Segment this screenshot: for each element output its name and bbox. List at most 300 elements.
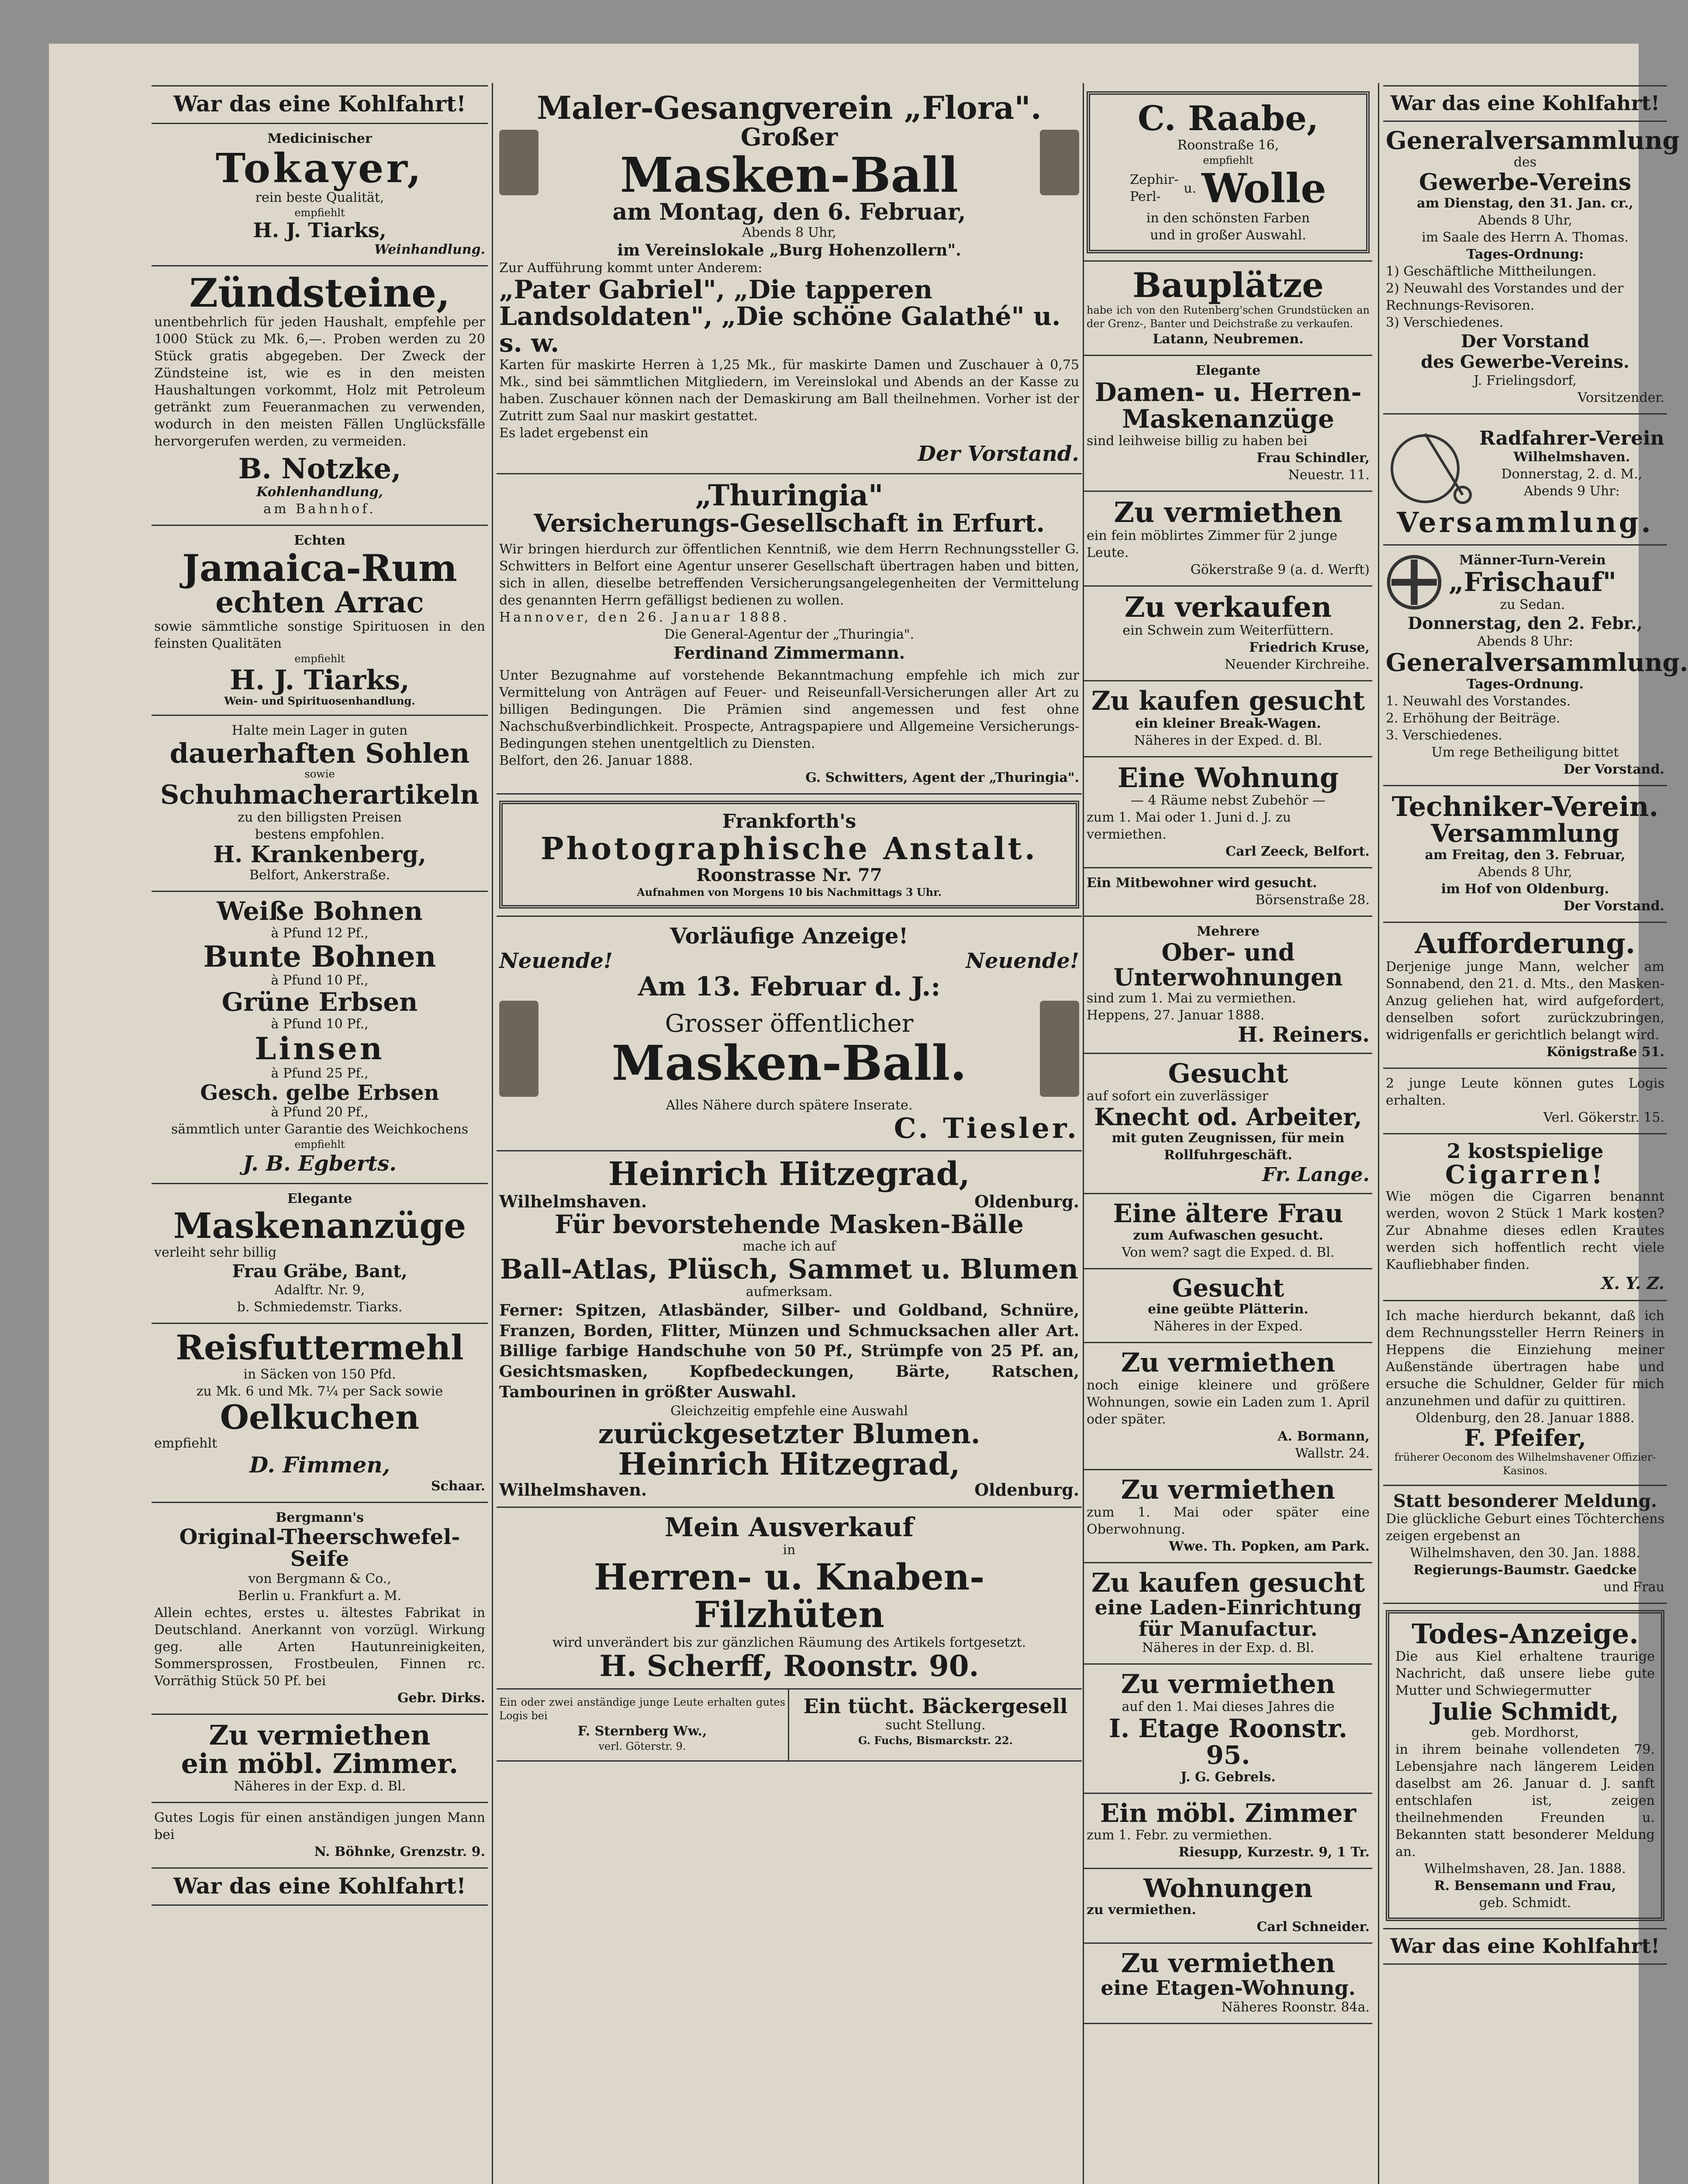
c3-verk-name: Friedrich Kruse,	[1249, 640, 1370, 656]
c1-bohnen-p3: à Pfund 10 Pf.,	[271, 1016, 369, 1032]
ad-etage-roonstr	[1084, 1665, 1372, 1794]
c4-cig-title: Cigarren!	[1445, 1160, 1605, 1190]
c3-wohn-l1: — 4 Räume nebst Zubehör —	[1130, 793, 1326, 809]
c3-bau-name: Latann, Neubremen.	[1153, 331, 1304, 347]
ad-radfahrer-verein	[1383, 415, 1667, 546]
c4-rad-title2: Versammlung.	[1397, 506, 1653, 539]
c1-tokayer-name: H. J. Tiarks,	[253, 218, 387, 242]
c3-verm4-name: J. G. Gebrels.	[1181, 1769, 1276, 1785]
c1-bohnen-t4: Linsen	[255, 1030, 385, 1067]
c1-seife-pre: Bergmann's	[275, 1510, 364, 1525]
c1-zuend-name: B. Notzke,	[238, 453, 401, 486]
c1-bohnen-t2: Bunte Bohnen	[203, 939, 436, 974]
c1-seife-title: Original-Theerschwefel-Seife	[179, 1524, 460, 1572]
c1-zuend-sub: Kohlenhandlung,	[256, 484, 383, 500]
ad-scherff-ausverkauf	[497, 1508, 1082, 1689]
c1-zuend-sub2: am Bahnhof.	[263, 501, 376, 517]
c3-kauf2-title: Zu kaufen gesucht	[1091, 1568, 1365, 1599]
c3-knecht-title2: Knecht od. Arbeiter,	[1094, 1102, 1362, 1131]
c4-rad-title: Radfahrer-Verein	[1479, 427, 1664, 450]
c4-tod-date: Wilhelmshaven, 28. Jan. 1888.	[1424, 1861, 1626, 1876]
c4-gewerbe-items-0: 1) Geschäftliche Mittheilungen.	[1386, 263, 1597, 279]
c1-reis-sub: Schaar.	[431, 1478, 485, 1494]
c4-tod-sub: geb. Mordhorst,	[1471, 1724, 1579, 1740]
c1-masken-pre: Elegante	[287, 1191, 352, 1207]
c3-unter-name: H. Reiners.	[1238, 1022, 1370, 1047]
ad-zimmer	[152, 1715, 488, 1803]
c4-turn-l1: Tages-Ordnung.	[1466, 676, 1584, 692]
c3-verm2-text: noch einige kleinere und größere Wohnungen, sowie ein Laden zum 1. April oder später.	[1087, 1378, 1370, 1427]
c1-sohlen-l3: zu den billigsten Preisen	[238, 809, 402, 825]
c4-turn-title: „Frischauf"	[1449, 567, 1616, 598]
ad-cigarren	[1383, 1134, 1667, 1301]
c2-photo-l2: Roonstrasse Nr. 77	[696, 864, 882, 885]
ad-kohlfahrt-top	[152, 85, 488, 124]
ad-raabe-wolle	[1084, 85, 1372, 262]
c4-pfeif-text: Ich mache hierdurch bekannt, daß ich dem Rechnungssteller Herrn Reiners in Heppens die Einziehung meiner Außenstände übertragen habe und ersuche die Schuldner, Gelder für mich anzunehmen und dafür zu quittiren.	[1386, 1308, 1664, 1409]
ad-logis-right	[1383, 1069, 1667, 1134]
c2-bottom_left-text: Ein oder zwei anständige junge Leute erhalten gutes Logis bei	[499, 1696, 785, 1722]
turnverein-emblem-icon	[1386, 554, 1443, 611]
c3-anzug-text: sind leihweise billig zu haben bei	[1087, 433, 1308, 449]
ad-vermiethen-popken	[1084, 1470, 1372, 1563]
c3-verm1-text: ein fein möblirtes Zimmer für 2 junge Leute.	[1087, 528, 1338, 560]
c2-hitz-name: Heinrich Hitzegrad,	[618, 1445, 960, 1482]
c3-verm1-addr: Gökerstraße 9 (a. d. Werft)	[1190, 562, 1370, 577]
c2-flora-title2: Masken-Ball	[620, 147, 959, 204]
c4-turn-pre: Männer-Turn-Verein	[1459, 552, 1606, 568]
ad-kohlfahrt-bottom-right	[1383, 1929, 1667, 1965]
c3-raabe-w4: Wolle	[1201, 165, 1326, 212]
c1-rum-title2: echten Arrac	[215, 585, 424, 620]
c2-thur-date: Hannover, den 26. Januar 1888.	[499, 610, 790, 625]
c3-anzug-sub: Neuestr. 11.	[1288, 467, 1370, 483]
c3-verm3-text: zum 1. Mai oder später eine Oberwohnung.	[1087, 1505, 1370, 1538]
ad-theerschwefel-seife	[152, 1503, 488, 1715]
c3-plaett-l1: Näheres in der Exped.	[1153, 1319, 1303, 1334]
c4-gewerbe-l1: Tages-Ordnung:	[1466, 246, 1584, 262]
ad-hitzegrad	[497, 1151, 1082, 1508]
c3-raabe-w2: u.	[1184, 180, 1197, 196]
ad-aeltere-frau	[1084, 1194, 1372, 1269]
c4-geburt-title: Statt besonderer Meldung.	[1393, 1490, 1657, 1511]
c4-tech-title: Techniker-Verein.	[1391, 790, 1659, 822]
c3-kauf1-l1: Näheres in der Exped. d. Bl.	[1134, 733, 1322, 749]
c2-flora-time: Abends 8 Uhr,	[742, 225, 836, 241]
c4-tech-title2: Versammlung	[1431, 819, 1619, 848]
c3-wohn-text: zum 1. Mai oder 1. Juni d. J. zu vermiethen.	[1087, 810, 1291, 843]
c2-tiesler-name: C. Tiesler.	[894, 1112, 1079, 1145]
c2-bottom_left-sub: verl. Göterstr. 9.	[598, 1740, 686, 1753]
c4-tod-sig2: geb. Schmidt.	[1479, 1895, 1571, 1911]
c3-unter-text: sind zum 1. Mai zu vermiethen.	[1087, 990, 1296, 1006]
c1-logis-text: Gutes Logis für einen anständigen jungen Mann bei	[154, 1810, 485, 1842]
c4-cig-text: Wie mögen die Cigarren benannt werden, wovon 2 Stück 1 Mark kosten? Zur Abnahme dieses edlen Krautes werden sich hoffentlich recht viele Kaufliebhaber finden.	[1386, 1189, 1664, 1272]
ad-bohnen	[152, 892, 488, 1184]
c1-masken-name: Frau Gräbe, Bant,	[232, 1261, 407, 1282]
c4-gewerbe-name: J. Frielingsdorf,	[1474, 373, 1577, 388]
c4-gewerbe-items-2: 3) Verschiedenes.	[1386, 314, 1504, 330]
c1-zimmer-l1: Näheres in der Exp. d. Bl.	[233, 1778, 406, 1794]
c1-zimmer-t1: Zu vermiethen	[209, 1719, 431, 1751]
c3-verm4-title: Zu vermiethen	[1121, 1669, 1336, 1700]
c2-thur-text2: Unter Bezugnahme auf vorstehende Bekanntmachung empfehle ich mich zur Vermittelung von Anträgen auf Feuer- und Reiseunfall-Versicherungen aller Art zu billigen Bedingungen. Die Prämien sind angemessen und fest ohne Nachschußverbindlichkeit. Prospecte, Antragspapiere und Allgemeine Versicherungs-Bedingungen stehen unentgeltlich zu Diensten.	[499, 668, 1079, 752]
c3-raabe-w3: Perl-	[1130, 189, 1161, 205]
c3-verm5-text: eine Etagen-Wohnung.	[1101, 1976, 1356, 2000]
c2-tiesler-pre: Vorläufige Anzeige!	[670, 923, 908, 949]
ad-wohnung-zeeck	[1084, 757, 1372, 868]
c4-gewerbe-sub2: Vorsitzender.	[1578, 390, 1664, 405]
c2-bottom_right-name: G. Fuchs, Bismarckstr. 22.	[858, 1734, 1013, 1747]
c2-flora-place: im Vereinslokale „Burg Hohenzollern".	[617, 241, 961, 260]
c3-frau-text: zum Aufwaschen gesucht.	[1133, 1227, 1323, 1243]
c3-zimmer-text: zum 1. Febr. zu vermiethen.	[1087, 1827, 1273, 1843]
c4-turn-date: Donnerstag, den 2. Febr.,	[1408, 613, 1643, 633]
ad-break-wagen	[1084, 681, 1372, 757]
c3-anzug-title: Damen- u. Herren-Maskenanzüge	[1094, 377, 1362, 434]
c1-tokayer-l2: empfiehlt	[294, 207, 345, 219]
c1-rum-sub: Wein- und Spirituosenhandlung.	[224, 695, 415, 708]
c3-verm3-name: Wwe. Th. Popken, am Park.	[1169, 1539, 1370, 1555]
c2-flora-plays: „Pater Gabriel", „Die tapperen Landsoldaten", „Die schöne Galathé" u. s. w.	[499, 275, 1061, 358]
ad-thuringia	[497, 474, 1082, 795]
c1-sohlen-sub: Belfort, Ankerstraße.	[249, 867, 390, 883]
c3-raabe-l1: Roonstraße 16,	[1177, 137, 1279, 153]
column-3	[1084, 85, 1372, 2184]
dancing-jester-illustration	[499, 1001, 539, 1097]
c1-logis-name: N. Böhnke, Grenzstr. 9.	[314, 1844, 485, 1859]
c3-wohnungen-name: Carl Schneider.	[1257, 1919, 1370, 1935]
c3-verm5-addr: Näheres Roonstr. 84a.	[1221, 1999, 1370, 2015]
ad-jamaica-rum	[152, 526, 488, 716]
c1-reis-title2: Oelkuchen	[220, 1398, 420, 1437]
c2-thur-sub: Versicherungs-Gesellschaft in Erfurt.	[533, 509, 1045, 538]
c4-turn-sig: Der Vorstand.	[1563, 761, 1664, 777]
c4-logis-text: 2 junge Leute können gutes Logis erhalten.	[1386, 1075, 1664, 1108]
c2-thur-title: „Thuringia"	[695, 478, 884, 513]
c1-bohnen-l1: sämmtlich unter Garantie des Weichkochens	[171, 1122, 469, 1137]
c2-hitz-title2: Ball-Atlas, Plüsch, Sammet u. Blumen	[500, 1253, 1079, 1285]
c2-thur-sig: G. Schwitters, Agent der „Thuringia".	[805, 770, 1079, 786]
c1-seife-l1: von Bergmann & Co.,	[248, 1571, 391, 1586]
ad-photographische-anstalt	[497, 795, 1082, 917]
c1-masken-l1: verleiht sehr billig	[154, 1245, 277, 1261]
c1-bohnen-p1: à Pfund 12 Pf.,	[271, 925, 369, 941]
ad-bauplaetze	[1084, 262, 1372, 356]
ad-gewerbe-verein	[1383, 122, 1680, 414]
c3-raabe-l2: empfiehlt	[1203, 154, 1253, 166]
c3-knecht-title: Gesucht	[1168, 1058, 1288, 1089]
c4-tech-time: Abends 8 Uhr,	[1478, 864, 1572, 880]
c1-bohnen-p2: à Pfund 10 Pf.,	[271, 973, 369, 988]
c1-zuend-title: Zündsteine,	[189, 270, 450, 316]
c4-tod-sig: R. Bensemann und Frau,	[1434, 1878, 1616, 1894]
c4-pfeif-date: Oldenburg, den 28. Januar 1888.	[1415, 1410, 1635, 1426]
c4-kohl_bot: War das eine Kohlfahrt!	[1390, 1934, 1660, 1958]
c3-frau-title: Eine ältere Frau	[1113, 1198, 1343, 1228]
c1-rum-text: sowie sämmtliche sonstige Spirituosen in den feinsten Qualitäten	[154, 619, 485, 651]
c4-auff-addr: Königstraße 51.	[1546, 1044, 1664, 1060]
c4-turn-l2: Um rege Betheiligung bittet	[1431, 744, 1619, 760]
c1-reis-name: D. Fimmen,	[249, 1451, 390, 1478]
c1-rum-name: H. J. Tiarks,	[230, 663, 410, 696]
c3-anzug-pre: Elegante	[1195, 363, 1261, 378]
ad-tiesler-maskenball	[497, 917, 1082, 1151]
c4-gewerbe-sig2: des Gewerbe-Vereins.	[1421, 351, 1629, 372]
c3-bau-title: Bauplätze	[1132, 265, 1324, 305]
c2-scherff-name: H. Scherff, Roonstr. 90.	[599, 1648, 979, 1683]
c4-rad-place: Wilhelmshaven.	[1513, 449, 1630, 465]
c2-flora-title: Maler-Gesangverein „Flora".	[537, 89, 1042, 126]
c3-wohn-title: Eine Wohnung	[1117, 762, 1339, 794]
c4-geburt-text: Die glückliche Geburt eines Töchterchens zeigen ergebenst an	[1386, 1511, 1664, 1544]
c4-geburt-sub: und Frau	[1603, 1579, 1664, 1595]
c4-auff-text: Derjenige junge Mann, welcher am Sonnabend, den 21. d. Mts., den Masken-Anzug geliehen hat, wird aufgefordert, denselben sofort zurückzubringen, widrigenfalls er gerichtlich belangt wird.	[1386, 959, 1664, 1043]
c2-hitz-text: Ferner: Spitzen, Atlasbänder, Silber- und Goldband, Schnüre, Franzen, Borden, Flitter, Münzen und Schmucksachen aller Art. Billige farbige Handschuhe von 50 Pf., Strümpfe von 25 Pf. an, Gesichtsmasken, Kopfbedeckungen, Bärte, Ratschen, Tambourinen in größter Auswahl.	[499, 1301, 1079, 1401]
ad-maskenanzuege	[152, 1184, 488, 1324]
c4-gewerbe-time: Abends 8 Uhr,	[1478, 212, 1572, 228]
ad-techniker-verein	[1383, 786, 1667, 923]
c3-wohn-name: Carl Zeeck, Belfort.	[1225, 844, 1370, 860]
c3-knecht-text: auf sofort ein zuverlässiger	[1087, 1088, 1268, 1104]
c3-kauf1-text: ein kleiner Break-Wagen.	[1135, 716, 1321, 732]
c1-seife-l2: Berlin u. Frankfurt a. M.	[238, 1588, 402, 1603]
c2-flora-l2: Es ladet ergebenst ein	[499, 425, 649, 441]
c3-verm5-title: Zu vermiethen	[1121, 1948, 1336, 1979]
c4-cig-sig: X. Y. Z.	[1601, 1273, 1664, 1293]
c2-photo-l3: Aufnahmen von Morgens 10 bis Nachmittags 3 Uhr.	[637, 885, 942, 898]
ad-todes-anzeige	[1383, 1604, 1667, 1929]
c4-gewerbe-place: im Saale des Herrn A. Thomas.	[1422, 229, 1629, 245]
c1-kohl_bot: War das eine Kohlfahrt!	[173, 1873, 466, 1899]
c3-bau-text: habe ich von den Rutenberg'schen Grundstücken an der Grenz-, Banter und Deichstraße zu verkaufen.	[1087, 304, 1370, 330]
c2-tiesler-l1: Grosser öffentlicher	[665, 1009, 914, 1038]
ad-sternberg-logis	[497, 1690, 789, 1762]
ad-zuendsteine	[152, 266, 488, 526]
c3-unter-pre: Mehrere	[1197, 924, 1260, 940]
c4-pfeif-sub: früherer Oeconom des Wilhelmshavener Offizier-Kasinos.	[1394, 1451, 1656, 1477]
c2-thur-name: Ferdinand Zimmermann.	[673, 643, 905, 663]
c1-bohnen-l2: empfiehlt	[294, 1138, 345, 1151]
c2-tiesler-date: Am 13. Februar d. J.:	[638, 971, 941, 1002]
c3-raabe-l4: und in großer Auswahl.	[1150, 227, 1306, 243]
c4-turn-time: Abends 8 Uhr:	[1477, 633, 1573, 649]
c2-scherff-title: Mein Ausverkauf	[664, 1512, 914, 1543]
c4-gewerbe-title: Generalversammlung	[1386, 126, 1680, 156]
c2-hitz-l4: Gleichzeitig empfehle eine Auswahl	[670, 1403, 908, 1419]
ad-geburt	[1383, 1486, 1667, 1604]
c2-bottom_right-title: Ein tücht. Bäckergesell	[803, 1694, 1068, 1718]
ad-flora-maskenball	[497, 85, 1082, 474]
c4-logis-addr: Verl. Gökerstr. 15.	[1543, 1109, 1664, 1125]
c4-gewerbe-title2: Gewerbe-Vereins	[1419, 169, 1631, 196]
c3-verm4-text: auf den 1. Mai dieses Jahres die	[1122, 1699, 1335, 1714]
c3-zimmer-name: Riesupp, Kurzestr. 9, 1 Tr.	[1178, 1844, 1370, 1860]
c1-reis-l1: in Säcken von 150 Pfd.	[243, 1367, 396, 1382]
ad-baeckergesell	[789, 1690, 1082, 1762]
c2-thur-l1: Die General-Agentur der „Thuringia".	[664, 627, 915, 643]
c1-sohlen-l2: sowie	[304, 768, 335, 781]
c4-tod-name: Julie Schmidt,	[1431, 1697, 1619, 1725]
c4-cig-pre: 2 kostspielige	[1446, 1139, 1604, 1163]
ad-vermiethen-bormann	[1084, 1343, 1372, 1470]
c2-thur-date2: Belfort, den 26. Januar 1888.	[499, 753, 693, 769]
ad-moebl-zimmer	[1084, 1794, 1372, 1869]
c3-verk-sub: Neuender Kirchreihe.	[1224, 657, 1370, 673]
c2-hitz-l2: mache ich auf	[742, 1238, 836, 1254]
c3-verm3-title: Zu vermiethen	[1121, 1475, 1336, 1506]
c3-plaett-text: eine geübte Plätterin.	[1148, 1302, 1308, 1317]
c4-turn-place: zu Sedan.	[1500, 597, 1565, 612]
c2-flora-text: Karten für maskirte Herren à 1,25 Mk., für maskirte Damen und Zuschauer à 0,75 Mk., sind bei sämmtlichen Mitgliedern, im Vereinslokal und Abends an der Kasse zu haben. Zuschauer können nach der Demaskirung am Ball theilnehmen. Vorher ist der Zutritt zum Saal nur maskirt gestattet.	[499, 357, 1079, 424]
c1-rum-title: Jamaica-Rum	[182, 546, 457, 590]
c2-hitz-title: Heinrich Hitzegrad,	[608, 1155, 970, 1193]
c1-bohnen-t1: Weiße Bohnen	[217, 896, 423, 926]
c1-tokayer-pre: Medicinischer	[267, 131, 372, 146]
c1-tokayer-sub: Weinhandlung.	[374, 242, 485, 257]
c2-hitz-l3: aufmerksam.	[746, 1284, 833, 1299]
c4-gewerbe-sub: des	[1513, 155, 1537, 170]
ad-aufforderung	[1383, 923, 1667, 1069]
c3-frau-l1: Von wem? sagt die Exped. d. Bl.	[1122, 1244, 1335, 1260]
column-2	[497, 85, 1082, 2184]
c3-unter-date: Heppens, 27. Januar 1888.	[1087, 1007, 1265, 1023]
ad-wohnungen-schneider	[1084, 1869, 1372, 1944]
column-1	[152, 85, 488, 2184]
c4-auff-title: Aufforderung.	[1415, 927, 1636, 960]
ad-mitbewohner	[1084, 868, 1372, 917]
c3-verm2-sub: Wallstr. 24.	[1295, 1446, 1370, 1462]
c1-sohlen-l4: bestens empfohlen.	[255, 826, 385, 842]
c1-kohl_top: War das eine Kohlfahrt!	[173, 91, 466, 117]
c4-tech-sig: Der Vorstand.	[1563, 898, 1664, 914]
c2-thur-text: Wir bringen hierdurch zur öffentlichen Kenntniß, wie dem Herrn Rechnungssteller G. Schwitters in Belfort eine Agentur unserer Gesellschaft übertragen haben und bitten, sich in allen, dieselbe betreffenden Versicherungsangelegenheiten der Vermittelung des genannten Herrn gefälligst bedienen zu wollen.	[499, 542, 1079, 608]
c1-sohlen-name: H. Krankenberg,	[213, 841, 426, 868]
c3-verm4-title2: I. Etage Roonstr. 95.	[1108, 1713, 1348, 1770]
c2-photo-l1: Frankforth's	[722, 810, 856, 833]
c3-unter-title: Ober- und Unterwohnungen	[1113, 938, 1343, 991]
ad-reisfuttermehl	[152, 1324, 488, 1503]
c4-tech-place: im Hof von Oldenburg.	[1441, 881, 1609, 897]
c3-kauf1-title: Zu kaufen gesucht	[1091, 686, 1365, 717]
c2-hitz-left2: Wilhelmshaven.	[499, 1480, 647, 1500]
c1-tokayer-l1: rein beste Qualität,	[255, 190, 384, 206]
c1-bohnen-p5: à Pfund 20 Pf.,	[271, 1105, 369, 1120]
c3-raabe-l3: in den schönsten Farben	[1146, 210, 1310, 226]
c2-hitz-title3: zurückgesetzter Blumen.	[598, 1417, 980, 1450]
c3-knecht-name: Fr. Lange.	[1262, 1163, 1370, 1186]
ad-wohnungen-reiners	[1084, 917, 1372, 1054]
c1-seife-text: Allein echtes, erstes u. ältestes Fabrikat in Deutschland. Anerkannt von vorzügl. Wirkung geg. alle Arten Hautunreinigkeiten, Sommersprossen, Frostbeulen, Finnen rc. Vorräthig Stück 50 Pf. bei	[154, 1605, 485, 1689]
c4-turn-title2: Generalversammlung.	[1386, 648, 1688, 677]
c1-bohnen-t5: Gesch. gelbe Erbsen	[200, 1080, 439, 1105]
c3-anzug-name: Frau Schindler,	[1257, 450, 1370, 466]
c1-reis-l3: empfiehlt	[154, 1435, 217, 1451]
c4-pfeif-name: F. Pfeifer,	[1464, 1424, 1586, 1451]
c4-turn-items-1: 2. Erhöhung der Beiträge.	[1386, 710, 1560, 726]
ad-maskenanzuege-schindler	[1084, 356, 1372, 492]
c3-mitb-text: Ein Mitbewohner wird gesucht.	[1087, 875, 1317, 891]
costumed-figure-illustration	[1040, 1001, 1079, 1097]
c3-verm1-title: Zu vermiethen	[1114, 496, 1343, 529]
c2-bottom_left-name: F. Sternberg Ww.,	[577, 1724, 707, 1739]
ad-kohlfahrt-bottom	[152, 1869, 488, 1906]
c3-wohnungen-title: Wohnungen	[1143, 1873, 1313, 1903]
c1-reis-l2: zu Mk. 6 und Mk. 7¼ per Sack sowie	[196, 1384, 443, 1400]
c4-gewerbe-sig: Der Vorstand	[1460, 331, 1590, 352]
c1-sohlen-title: dauerhaften Sohlen	[169, 737, 470, 770]
c2-photo-title: Photographische Anstalt.	[540, 830, 1038, 867]
c1-sohlen-title2: Schuhmacherartikeln	[160, 779, 480, 810]
c4-rad-l1: Donnerstag, 2. d. M.,	[1501, 467, 1643, 482]
ad-laden-einrichtung	[1084, 1563, 1372, 1665]
bottom-row-ads	[497, 1690, 1082, 1762]
c1-sohlen-l1: Halte mein Lager in guten	[231, 723, 408, 739]
c3-verm2-name: A. Bormann,	[1277, 1429, 1370, 1444]
ad-etagen-wohnung	[1084, 1944, 1372, 2024]
bicycle-icon	[1386, 421, 1473, 508]
ad-plaetterin	[1084, 1269, 1372, 1344]
c2-hitz-right: Oldenburg.	[974, 1191, 1079, 1211]
c1-bohnen-p4: à Pfund 25 Pf.,	[271, 1065, 369, 1081]
masked-figure-illustration-right	[1040, 130, 1079, 195]
c2-scherff-title2: Herren- u. Knaben-Filzhüten	[594, 1556, 985, 1636]
c2-scherff-l1: in	[783, 1542, 796, 1558]
c1-masken-title: Maskenanzüge	[173, 1205, 466, 1247]
c4-gewerbe-date: am Dienstag, den 31. Jan. cr.,	[1417, 195, 1633, 211]
c3-knecht-text2: mit guten Zeugnissen, für mein Rollfuhrgeschäft.	[1112, 1130, 1345, 1163]
c4-geburt-date: Wilhelmshaven, den 30. Jan. 1888.	[1410, 1545, 1640, 1561]
c3-raabe-w1: Zephir-	[1130, 172, 1179, 188]
ad-sohlen	[152, 716, 488, 892]
c2-scherff-l2: wird unverändert bis zur gänzlichen Räumung des Artikels fortgesetzt.	[552, 1635, 1026, 1650]
c3-kauf2-text: eine Laden-Einrichtung für Manufactur.	[1094, 1596, 1362, 1641]
ad-knecht-gesucht	[1084, 1054, 1372, 1194]
ad-pfeifer	[1383, 1301, 1667, 1486]
c4-rad-l2: Abends 9 Uhr:	[1523, 484, 1620, 499]
c4-gewerbe-items-1: 2) Neuwahl des Vorstandes und der Rechnungs-Revisoren.	[1386, 280, 1624, 313]
c4-geburt-name: Regierungs-Baumstr. Gaedcke	[1413, 1562, 1637, 1578]
c2-flora-pre: Großer	[740, 122, 838, 152]
c1-masken-l3: b. Schmiedemstr. Tiarks.	[237, 1299, 403, 1315]
ad-vermiethen-zimmer	[1084, 492, 1372, 587]
c1-tokayer-title: Tokayer,	[215, 144, 424, 192]
c3-kauf2-l1: Näheres in der Exp. d. Bl.	[1142, 1640, 1315, 1655]
c1-zimmer-t2: ein möbl. Zimmer.	[181, 1747, 459, 1780]
c2-flora-l1: Zur Aufführung kommt unter Anderem:	[499, 260, 763, 276]
c2-hitz-l1: Für bevorstehende Masken-Bälle	[554, 1209, 1024, 1239]
c3-mitb-addr: Börsenstraße 28.	[1255, 892, 1370, 908]
c2-flora-date: am Montag, den 6. Februar,	[612, 198, 966, 225]
c2-hitz-left: Wilhelmshaven.	[499, 1191, 647, 1211]
c1-rum-l2: empfiehlt	[294, 652, 345, 665]
c2-tiesler-right: Neuende!	[966, 948, 1079, 973]
c4-tech-date: am Freitag, den 3. Februar,	[1425, 847, 1626, 863]
c3-wohnungen-text: zu vermiethen.	[1087, 1902, 1196, 1918]
c1-reis-title: Reisfuttermehl	[176, 1328, 464, 1368]
c1-rum-pre: Echten	[294, 533, 345, 549]
ad-maenner-turn-verein	[1383, 546, 1688, 786]
c2-bottom_right-text: sucht Stellung.	[885, 1717, 986, 1733]
c3-verm2-title: Zu vermiethen	[1121, 1348, 1336, 1379]
c1-masken-l2: Adalftr. Nr. 9,	[274, 1282, 365, 1298]
c2-tiesler-title: Masken-Ball.	[611, 1034, 967, 1091]
c4-kohl_top: War das eine Kohlfahrt!	[1390, 91, 1660, 115]
c1-bohnen-name: J. B. Egberts.	[243, 1151, 397, 1176]
newspaper-page	[49, 44, 1688, 2184]
ad-verkaufen-schwein	[1084, 587, 1372, 681]
c3-zimmer-title: Ein möbl. Zimmer	[1100, 1798, 1357, 1828]
